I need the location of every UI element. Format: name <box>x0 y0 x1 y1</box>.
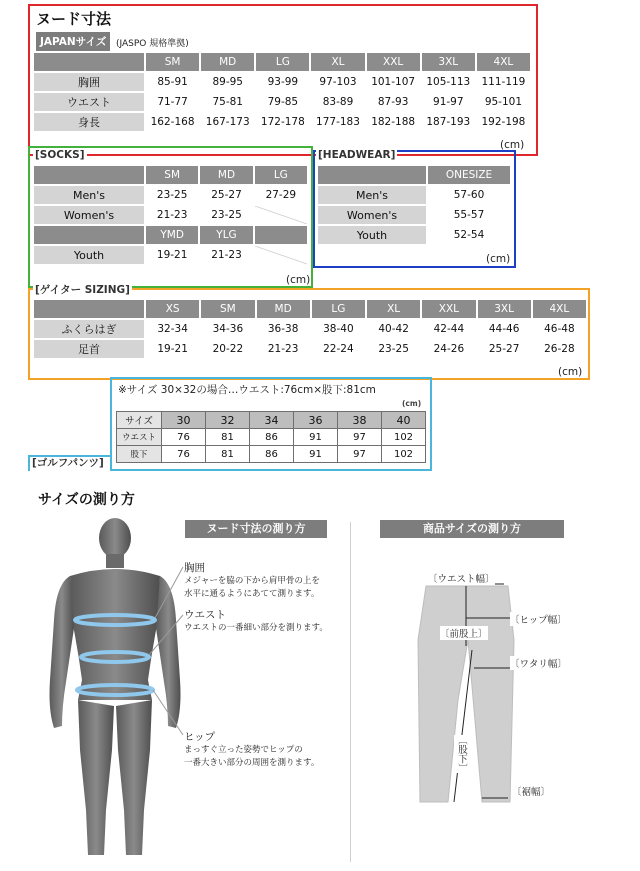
column-header: 38 <box>338 412 381 428</box>
table-cell: 42-44 <box>422 320 475 338</box>
table-cell: 86 <box>250 446 293 462</box>
table-cell: 27-29 <box>255 186 307 204</box>
table-cell: 71-77 <box>146 93 199 111</box>
waist-label: ウエスト <box>184 609 226 621</box>
column-header: SM <box>146 53 199 71</box>
table-cell: 101-107 <box>367 73 420 91</box>
column-header: SM <box>146 166 198 184</box>
chest-desc-2: 水平に通るようにあてて測ります。 <box>184 589 320 599</box>
hip-width-label: 〔ヒップ幅〕 <box>510 612 567 626</box>
table-row <box>117 429 425 445</box>
japan-size-title: ヌード寸法 <box>36 10 112 28</box>
table-cell: 52-54 <box>428 226 510 244</box>
table-corner <box>34 166 144 184</box>
table-row <box>34 206 307 224</box>
table-cell: 187-193 <box>422 113 475 131</box>
table-cell: 86 <box>250 429 293 445</box>
japan-size-subtitle: (JASPO 規格準拠) <box>116 39 189 49</box>
table-cell: 75-81 <box>201 93 254 111</box>
headwear-table <box>316 164 512 246</box>
table-header-row <box>117 412 425 428</box>
column-header: YLG <box>200 226 252 244</box>
headwear-unit: (cm) <box>486 253 511 265</box>
table-header-row <box>34 166 307 184</box>
table-cell: 81 <box>206 446 249 462</box>
gaiter-label: [ゲイター SIZING] <box>35 284 130 296</box>
column-header: ONESIZE <box>428 166 510 184</box>
column-header: MD <box>201 53 254 71</box>
column-header: XXL <box>422 300 475 318</box>
table-row <box>34 246 307 264</box>
socks-unit: (cm) <box>286 274 311 286</box>
chest-desc-1: メジャーを脇の下から肩甲骨の上を <box>184 576 320 586</box>
table-cell: 102 <box>382 446 425 462</box>
row-label: サイズ <box>117 412 161 428</box>
empty-cell <box>255 246 307 264</box>
row-label: ウエスト <box>34 93 144 111</box>
hem-width-label: 〔裾幅〕 <box>512 784 550 798</box>
table-cell: 40-42 <box>367 320 420 338</box>
table-cell: 20-22 <box>201 340 254 358</box>
table-cell: 34-36 <box>201 320 254 338</box>
column-header: MD <box>200 166 252 184</box>
table-cell: 83-89 <box>311 93 364 111</box>
column-header: 32 <box>206 412 249 428</box>
table-cell: 182-188 <box>367 113 420 131</box>
hip-desc-2: 一番大きい部分の周囲を測ります。 <box>184 758 320 768</box>
figure-neck <box>106 554 124 568</box>
table-cell: 97 <box>338 429 381 445</box>
table-row <box>34 113 530 131</box>
table-cell: 89-95 <box>201 73 254 91</box>
section-divider <box>350 522 351 862</box>
column-header: XS <box>146 300 199 318</box>
table-row <box>318 186 510 204</box>
thigh-width-label: 〔ワタリ幅〕 <box>510 656 567 670</box>
column-header: LG <box>312 300 365 318</box>
row-label: 身長 <box>34 113 144 131</box>
table-cell: 87-93 <box>367 93 420 111</box>
table-cell: 85-91 <box>146 73 199 91</box>
table-cell: 76 <box>162 446 205 462</box>
row-label: 足首 <box>34 340 144 358</box>
column-header: XL <box>311 53 364 71</box>
table-corner <box>34 53 144 71</box>
japan-size-table <box>32 51 532 133</box>
nude-measure-header: ヌード寸法の測り方 <box>185 520 327 538</box>
chest-label: 胸囲 <box>184 562 205 574</box>
socks-table <box>32 164 309 266</box>
column-header: XXL <box>367 53 420 71</box>
row-label: Youth <box>34 246 144 264</box>
table-cell: 76 <box>162 429 205 445</box>
row-label: Women's <box>34 206 144 224</box>
table-cell: 46-48 <box>533 320 586 338</box>
table-cell: 21-23 <box>200 246 252 264</box>
table-header-row <box>34 226 307 244</box>
table-cell: 91-97 <box>422 93 475 111</box>
table-cell: 102 <box>382 429 425 445</box>
column-header: 36 <box>294 412 337 428</box>
table-cell: 24-26 <box>422 340 475 358</box>
row-label: Women's <box>318 206 426 224</box>
column-header: MD <box>257 300 310 318</box>
hip-label: ヒップ <box>184 731 216 743</box>
human-body-figure <box>40 510 190 865</box>
row-label: ウエスト <box>117 429 161 445</box>
table-cell: 22-24 <box>312 340 365 358</box>
column-header: 4XL <box>477 53 530 71</box>
table-row <box>318 226 510 244</box>
table-cell: 91 <box>294 446 337 462</box>
table-header-row <box>34 300 586 318</box>
table-cell: 177-183 <box>311 113 364 131</box>
table-cell: 192-198 <box>477 113 530 131</box>
figure-right-arm <box>156 576 181 728</box>
table-cell: 21-23 <box>146 206 198 224</box>
table-cell: 21-23 <box>257 340 310 358</box>
table-cell: 55-57 <box>428 206 510 224</box>
figure-right-leg <box>116 700 152 855</box>
row-label: Men's <box>34 186 144 204</box>
table-cell: 26-28 <box>533 340 586 358</box>
table-cell: 23-25 <box>146 186 198 204</box>
front-rise-label: 〔前股上〕 <box>440 626 488 640</box>
figure-torso <box>70 569 160 700</box>
table-cell: 91 <box>294 429 337 445</box>
table-cell: 97-103 <box>311 73 364 91</box>
column-header: SM <box>201 300 254 318</box>
measure-title: サイズの測り方 <box>38 492 135 508</box>
column-header: LG <box>256 53 309 71</box>
golf-note: ※サイズ 30×32の場合…ウエスト:76cm×股下:81cm <box>118 384 376 396</box>
waist-width-label: 〔ウエスト幅〕 <box>428 571 495 585</box>
figure-left-leg <box>78 700 114 855</box>
hip-desc-1: まっすぐ立った姿勢でヒップの <box>184 745 303 755</box>
row-label: 胸囲 <box>34 73 144 91</box>
table-cell: 36-38 <box>257 320 310 338</box>
column-header: 3XL <box>422 53 475 71</box>
product-measure-header: 商品サイズの測り方 <box>380 520 564 538</box>
table-cell: 19-21 <box>146 246 198 264</box>
table-cell: 111-119 <box>477 73 530 91</box>
row-label: 股下 <box>117 446 161 462</box>
table-corner <box>318 166 426 184</box>
waist-desc: ウエストの一番細い部分を測ります。 <box>184 623 328 633</box>
column-header: 4XL <box>533 300 586 318</box>
table-cell: 19-21 <box>146 340 199 358</box>
table-cell: 23-25 <box>200 206 252 224</box>
socks-label: [SOCKS] <box>35 149 85 161</box>
table-cell: 25-27 <box>478 340 531 358</box>
table-row <box>34 73 530 91</box>
row-label: Youth <box>318 226 426 244</box>
table-cell: 25-27 <box>200 186 252 204</box>
japan-size-badge: JAPANサイズ <box>36 32 110 51</box>
column-header: XL <box>367 300 420 318</box>
table-cell: 38-40 <box>312 320 365 338</box>
table-cell: 97 <box>338 446 381 462</box>
column-header: 34 <box>250 412 293 428</box>
figure-left-arm <box>50 576 75 728</box>
figure-head <box>99 518 131 558</box>
table-row <box>117 446 425 462</box>
table-header-row <box>34 53 530 71</box>
table-cell: 95-101 <box>477 93 530 111</box>
row-label: ふくらはぎ <box>34 320 144 338</box>
table-row <box>34 320 586 338</box>
table-row <box>318 206 510 224</box>
table-cell: 32-34 <box>146 320 199 338</box>
headwear-label: [HEADWEAR] <box>318 149 396 161</box>
table-row <box>34 186 307 204</box>
table-corner <box>34 226 144 244</box>
empty-cell <box>255 206 307 224</box>
table-cell: 162-168 <box>146 113 199 131</box>
table-cell: 93-99 <box>256 73 309 91</box>
column-header: 40 <box>382 412 425 428</box>
golf-table <box>116 411 426 463</box>
table-cell: 44-46 <box>478 320 531 338</box>
table-cell: 81 <box>206 429 249 445</box>
table-cell: 23-25 <box>367 340 420 358</box>
inseam-label: 〔股下〕 <box>456 735 467 773</box>
table-cell: 105-113 <box>422 73 475 91</box>
table-corner <box>255 226 307 244</box>
golf-unit: (cm) <box>402 399 422 408</box>
column-header: 3XL <box>478 300 531 318</box>
golf-label: [ゴルフパンツ] <box>32 457 104 469</box>
table-cell: 57-60 <box>428 186 510 204</box>
column-header: LG <box>255 166 307 184</box>
table-header-row <box>318 166 510 184</box>
row-label: Men's <box>318 186 426 204</box>
japan-size-unit: (cm) <box>500 139 525 151</box>
column-header: YMD <box>146 226 198 244</box>
table-row <box>34 93 530 111</box>
gaiter-table <box>32 298 588 360</box>
table-cell: 79-85 <box>256 93 309 111</box>
table-corner <box>34 300 144 318</box>
table-cell: 172-178 <box>256 113 309 131</box>
table-cell: 167-173 <box>201 113 254 131</box>
column-header: 30 <box>162 412 205 428</box>
gaiter-unit: (cm) <box>558 366 583 378</box>
table-row <box>34 340 586 358</box>
